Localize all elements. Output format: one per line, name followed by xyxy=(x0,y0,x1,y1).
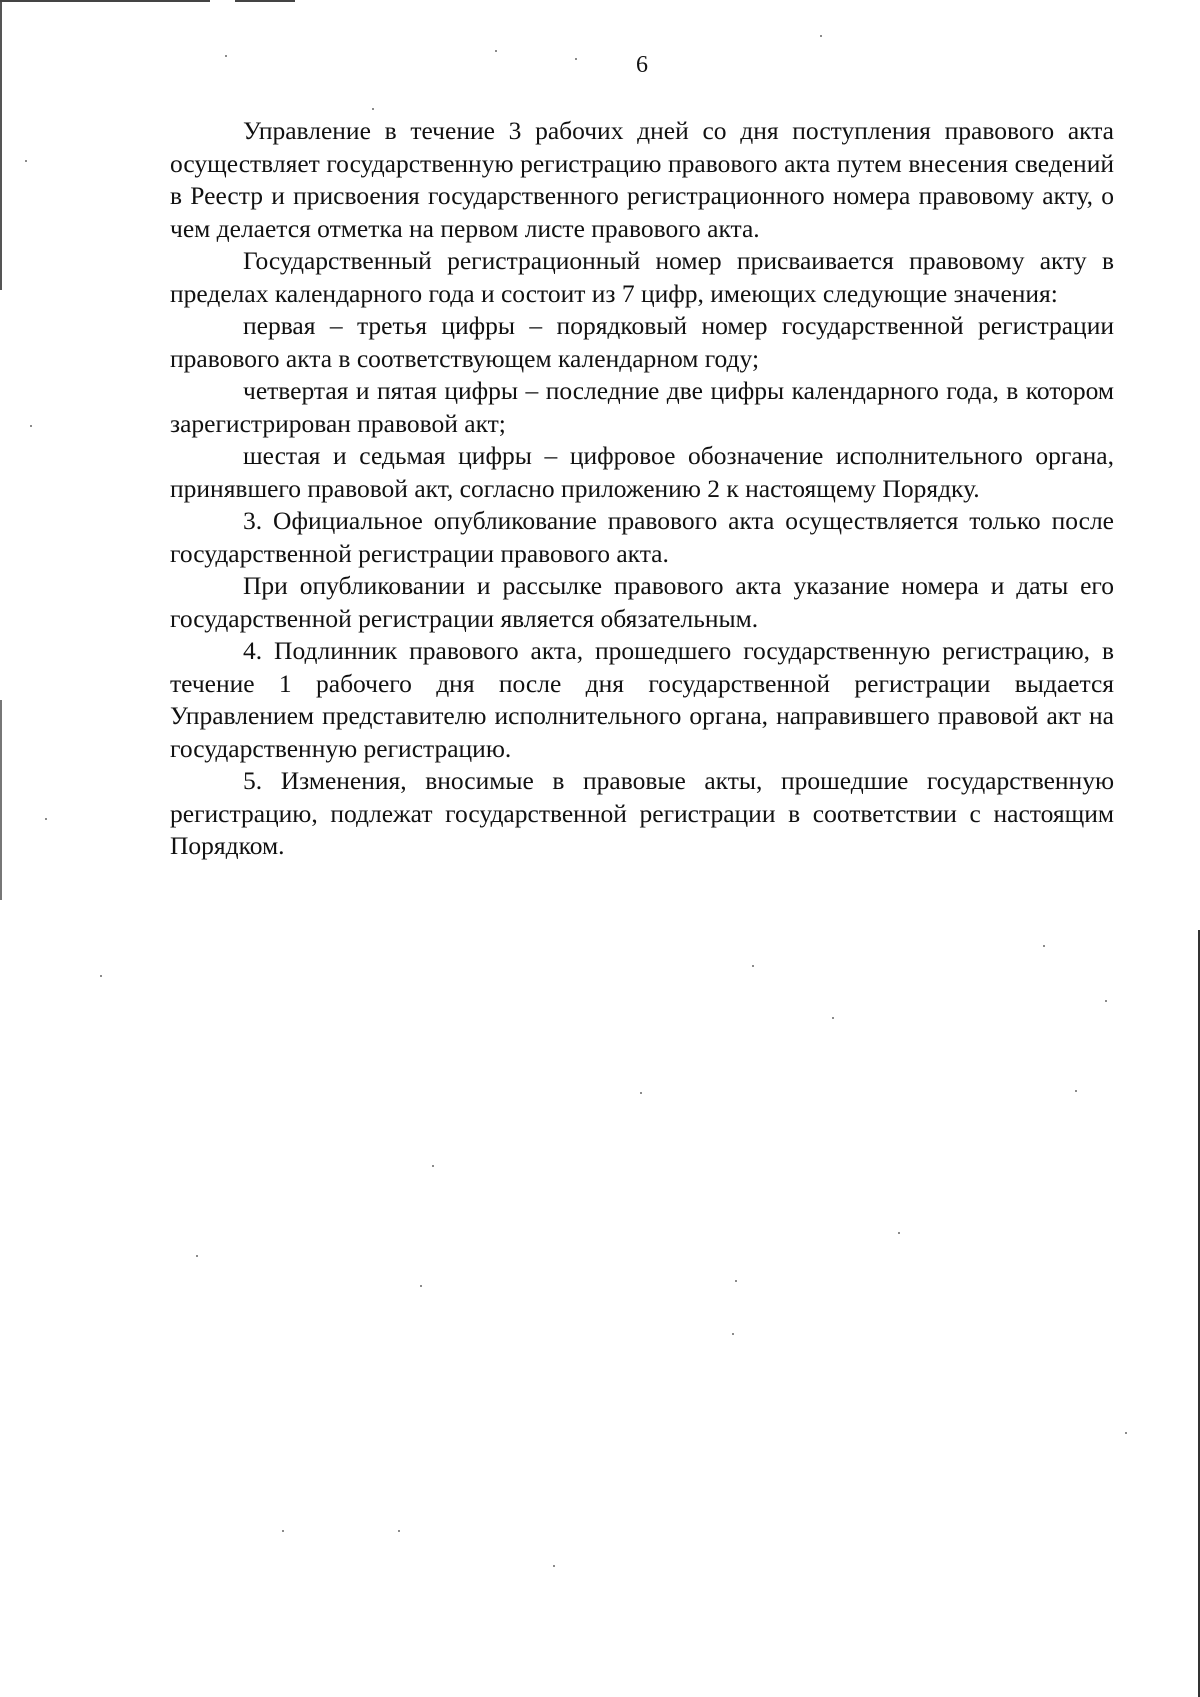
scan-speck xyxy=(820,35,822,37)
scan-speck xyxy=(282,1530,284,1532)
scan-speck xyxy=(420,1285,422,1287)
scan-speck xyxy=(735,1280,737,1282)
scan-speck xyxy=(1043,945,1045,947)
paragraph-item-5: 5. Изменения, вносимые в правовые акты, прошедшие государственную регистрацию, подлежат государственной регистрации в соответствии с настоящим Порядком. xyxy=(170,766,1114,860)
scan-speck xyxy=(45,818,47,820)
scan-speck xyxy=(196,1255,198,1257)
scan-speck xyxy=(372,108,374,110)
scan-speck xyxy=(732,1333,734,1335)
document-body xyxy=(170,115,1114,863)
scan-speck xyxy=(432,1165,434,1167)
scan-speck xyxy=(1075,1090,1077,1092)
paragraph-registration-procedure: Управление в течение 3 рабочих дней со дня поступления правового акта осуществляет государственную регистрацию правового акта путем внесения сведений в Реестр и присвоения государственного регистрационного номера правовому акту, о чем делается отметка на первом листе правового акта. xyxy=(170,116,1114,243)
paragraph-digits-6-7: шестая и седьмая цифры – цифровое обозначение исполнительного органа, принявшего правовой акт, согласно приложению 2 к настоящему Порядку. xyxy=(170,441,1114,503)
scan-border-top xyxy=(0,0,210,2)
scan-speck xyxy=(640,1092,642,1094)
scan-speck xyxy=(553,1565,555,1567)
paragraph-digits-4-5: четвертая и пятая цифры – последние две цифры календарного года, в котором зарегистрирован правовой акт; xyxy=(170,376,1114,438)
scan-speck xyxy=(575,58,577,60)
paragraph-item-3: 3. Официальное опубликование правового акта осуществляется только после государственной регистрации правового акта. xyxy=(170,506,1114,568)
scan-border-left xyxy=(0,0,2,290)
scan-border-top-segment xyxy=(235,0,295,2)
scan-border-left-lower xyxy=(0,700,2,900)
scan-speck xyxy=(752,965,754,967)
scan-speck xyxy=(398,1530,400,1532)
page-number: 6 xyxy=(636,52,648,78)
scan-speck xyxy=(1105,1000,1107,1002)
paragraph-item-4: 4. Подлинник правового акта, прошедшего государственную регистрацию, в течение 1 рабочего дня после дня государственной регистрации выдается Управлением представителю исполнительного органа, направившего правовой акт на государственную регистрацию. xyxy=(170,636,1114,763)
scan-speck xyxy=(100,975,102,977)
scan-speck xyxy=(898,1232,900,1234)
paragraph-digits-1-3: первая – третья цифры – порядковый номер государственной регистрации правового акта в соответствующем календарном году; xyxy=(170,311,1114,373)
scan-speck xyxy=(1125,1432,1127,1434)
paragraph-publication: При опубликовании и рассылке правового акта указание номера и даты его государственной регистрации является обязательным. xyxy=(170,571,1114,633)
scan-speck xyxy=(25,160,27,162)
scan-speck xyxy=(30,425,32,427)
scan-speck xyxy=(832,1017,834,1019)
scan-speck xyxy=(225,55,227,57)
scan-speck xyxy=(495,50,497,52)
paragraph-registration-number: Государственный регистрационный номер присваивается правовому акту в пределах календарного года и состоит из 7 цифр, имеющих следующие значения: xyxy=(170,246,1114,308)
